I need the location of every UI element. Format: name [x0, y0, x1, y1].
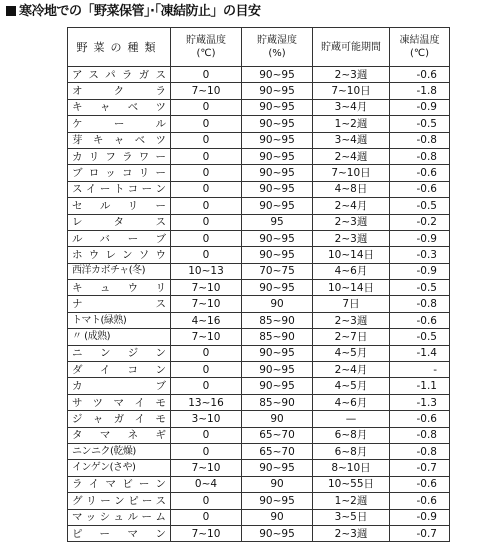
cell-storage-temp: 0	[171, 165, 242, 181]
table-row	[68, 198, 450, 214]
cell-storage-temp: 0	[171, 132, 242, 148]
cell-storage-temp: 0	[171, 509, 242, 525]
cell-freeze-temp: -	[390, 362, 450, 378]
cell-storage-temp: 7~10	[171, 280, 242, 296]
cell-storage-period: 1~2週	[313, 493, 390, 509]
cell-storage-humidity: 90~95	[242, 362, 313, 378]
table-row	[68, 312, 450, 328]
cell-vegetable-name: アスパラガス	[68, 67, 171, 83]
cell-storage-humidity: 90~95	[242, 460, 313, 476]
cell-storage-humidity: 90~95	[242, 181, 313, 197]
table-row	[68, 427, 450, 443]
cell-vegetable-name: ホウレンソウ	[68, 247, 171, 263]
table-row	[68, 247, 450, 263]
cell-storage-temp: 0	[171, 345, 242, 361]
cell-vegetable-name: グリーンピース	[68, 493, 171, 509]
cell-storage-period: 6~8月	[313, 443, 390, 459]
cell-freeze-temp: -0.6	[390, 312, 450, 328]
cell-vegetable-name: セルリー	[68, 198, 171, 214]
cell-freeze-temp: -0.6	[390, 181, 450, 197]
cell-storage-humidity: 90~95	[242, 148, 313, 164]
table-row	[68, 345, 450, 361]
table-row	[68, 296, 450, 312]
cell-storage-temp: 0	[171, 427, 242, 443]
cell-storage-temp: 13~16	[171, 394, 242, 410]
table-row	[68, 181, 450, 197]
cell-storage-period: 7~10日	[313, 83, 390, 99]
header-storage-humidity	[242, 28, 313, 67]
cell-storage-temp: 0	[171, 148, 242, 164]
cell-storage-temp: 10~13	[171, 263, 242, 279]
cell-vegetable-name: カリフラワー	[68, 148, 171, 164]
cell-storage-temp: 3~10	[171, 411, 242, 427]
cell-vegetable-name: ニンジン	[68, 345, 171, 361]
cell-storage-period: —	[313, 411, 390, 427]
cell-freeze-temp: -0.9	[390, 99, 450, 115]
table-row	[68, 378, 450, 394]
cell-storage-period: 10~14日	[313, 247, 390, 263]
table-row	[68, 525, 450, 541]
cell-storage-humidity: 90~95	[242, 198, 313, 214]
cell-freeze-temp: -1.1	[390, 378, 450, 394]
page-title-text: 寒冷地での「野菜保管」·「凍結防止」の目安	[19, 4, 261, 19]
cell-freeze-temp: -0.5	[390, 329, 450, 345]
cell-storage-period: 4~5月	[313, 378, 390, 394]
cell-storage-period: 4~5月	[313, 345, 390, 361]
cell-storage-period: 8~10日	[313, 460, 390, 476]
cell-storage-temp: 4~16	[171, 312, 242, 328]
cell-vegetable-name: 芽キャベツ	[68, 132, 171, 148]
header-storage-temp-label: 貯蔵温度	[186, 35, 226, 46]
cell-vegetable-name: カブ	[68, 378, 171, 394]
cell-vegetable-name: オクラ	[68, 83, 171, 99]
header-storage-humidity-unit: (%)	[268, 48, 286, 59]
cell-freeze-temp: -1.8	[390, 83, 450, 99]
cell-storage-humidity: 85~90	[242, 394, 313, 410]
cell-freeze-temp: -0.2	[390, 214, 450, 230]
cell-freeze-temp: -0.7	[390, 460, 450, 476]
cell-freeze-temp: -1.4	[390, 345, 450, 361]
cell-storage-temp: 0~4	[171, 476, 242, 492]
table-row	[68, 476, 450, 492]
table-row	[68, 132, 450, 148]
cell-storage-humidity: 90	[242, 296, 313, 312]
cell-storage-period: 6~8月	[313, 427, 390, 443]
cell-vegetable-name: ダイコン	[68, 362, 171, 378]
cell-vegetable-name: 〃 (成熟)	[68, 329, 171, 345]
table-body	[68, 67, 450, 542]
cell-storage-period: 2~4週	[313, 148, 390, 164]
cell-freeze-temp: -0.6	[390, 493, 450, 509]
cell-freeze-temp: -0.6	[390, 411, 450, 427]
table-row	[68, 493, 450, 509]
table-row	[68, 329, 450, 345]
cell-vegetable-name: ルバーブ	[68, 230, 171, 246]
header-storage-period	[313, 28, 390, 67]
cell-storage-humidity: 90	[242, 411, 313, 427]
cell-storage-temp: 0	[171, 443, 242, 459]
cell-vegetable-name: ブロッコリー	[68, 165, 171, 181]
cell-vegetable-name: ニンニク(乾燥)	[68, 443, 171, 459]
cell-storage-humidity: 90~95	[242, 247, 313, 263]
cell-storage-humidity: 85~90	[242, 329, 313, 345]
cell-storage-humidity: 90	[242, 476, 313, 492]
cell-vegetable-name: サツマイモ	[68, 394, 171, 410]
cell-storage-humidity: 90~95	[242, 493, 313, 509]
cell-freeze-temp: -0.5	[390, 198, 450, 214]
cell-storage-humidity: 90~95	[242, 280, 313, 296]
cell-storage-period: 7日	[313, 296, 390, 312]
cell-vegetable-name: タマネギ	[68, 427, 171, 443]
cell-storage-temp: 7~10	[171, 460, 242, 476]
cell-storage-humidity: 95	[242, 214, 313, 230]
cell-storage-humidity: 65~70	[242, 427, 313, 443]
table-row	[68, 509, 450, 525]
cell-storage-humidity: 90~95	[242, 99, 313, 115]
cell-vegetable-name: キャベツ	[68, 99, 171, 115]
table-row	[68, 362, 450, 378]
cell-storage-humidity: 90~95	[242, 378, 313, 394]
header-storage-period-label: 貯蔵可能期間	[321, 41, 381, 53]
cell-vegetable-name: キュウリ	[68, 280, 171, 296]
cell-freeze-temp: -0.6	[390, 476, 450, 492]
table-row	[68, 116, 450, 132]
cell-freeze-temp: -0.3	[390, 247, 450, 263]
cell-storage-period: 4~8日	[313, 181, 390, 197]
page-title	[6, 2, 260, 22]
cell-storage-humidity: 90~95	[242, 525, 313, 541]
cell-storage-humidity: 90~95	[242, 165, 313, 181]
cell-freeze-temp: -1.3	[390, 394, 450, 410]
cell-storage-period: 2~4月	[313, 198, 390, 214]
cell-storage-temp: 0	[171, 230, 242, 246]
cell-vegetable-name: ライマビーン	[68, 476, 171, 492]
cell-freeze-temp: -0.7	[390, 525, 450, 541]
cell-storage-period: 4~6月	[313, 263, 390, 279]
table-row	[68, 411, 450, 427]
cell-storage-period: 2~3週	[313, 525, 390, 541]
cell-storage-period: 3~4週	[313, 132, 390, 148]
table-row	[68, 67, 450, 83]
cell-freeze-temp: -0.9	[390, 230, 450, 246]
cell-freeze-temp: -0.9	[390, 263, 450, 279]
cell-storage-temp: 0	[171, 378, 242, 394]
cell-storage-humidity: 65~70	[242, 443, 313, 459]
cell-storage-period: 2~3週	[313, 214, 390, 230]
cell-storage-temp: 0	[171, 493, 242, 509]
header-storage-temp-unit: (℃)	[196, 48, 216, 59]
table-header-row	[68, 28, 450, 67]
cell-storage-humidity: 90~95	[242, 116, 313, 132]
cell-storage-temp: 0	[171, 198, 242, 214]
cell-storage-humidity: 70~75	[242, 263, 313, 279]
cell-vegetable-name: ケール	[68, 116, 171, 132]
table-row	[68, 148, 450, 164]
cell-storage-period: 10~55日	[313, 476, 390, 492]
cell-storage-temp: 0	[171, 214, 242, 230]
cell-freeze-temp: -0.8	[390, 427, 450, 443]
cell-storage-period: 2~3週	[313, 230, 390, 246]
table-row	[68, 460, 450, 476]
square-bullet-icon	[6, 6, 16, 16]
cell-vegetable-name: レタス	[68, 214, 171, 230]
cell-storage-temp: 0	[171, 116, 242, 132]
cell-freeze-temp: -0.5	[390, 116, 450, 132]
cell-storage-period: 2~7日	[313, 329, 390, 345]
cell-storage-humidity: 90~95	[242, 67, 313, 83]
table-row	[68, 83, 450, 99]
cell-storage-period: 1~2週	[313, 116, 390, 132]
table-row	[68, 214, 450, 230]
cell-storage-temp: 7~10	[171, 296, 242, 312]
cell-freeze-temp: -0.8	[390, 132, 450, 148]
cell-storage-temp: 7~10	[171, 83, 242, 99]
cell-storage-temp: 7~10	[171, 329, 242, 345]
cell-storage-temp: 0	[171, 67, 242, 83]
cell-freeze-temp: -0.8	[390, 296, 450, 312]
cell-vegetable-name: トマト(緑熟)	[68, 312, 171, 328]
cell-storage-humidity: 90~95	[242, 83, 313, 99]
cell-storage-temp: 0	[171, 181, 242, 197]
cell-vegetable-name: スイートコーン	[68, 181, 171, 197]
cell-storage-humidity: 90~95	[242, 132, 313, 148]
header-vegetable-type	[68, 28, 171, 67]
table-row	[68, 99, 450, 115]
cell-freeze-temp: -0.9	[390, 509, 450, 525]
vegetable-storage-table	[67, 27, 450, 542]
cell-storage-period: 2~3週	[313, 67, 390, 83]
cell-storage-temp: 0	[171, 247, 242, 263]
cell-storage-temp: 0	[171, 99, 242, 115]
cell-vegetable-name: ジャガイモ	[68, 411, 171, 427]
cell-storage-period: 2~3週	[313, 312, 390, 328]
header-freeze-temp-unit: (℃)	[409, 48, 430, 59]
cell-storage-period: 4~6月	[313, 394, 390, 410]
header-storage-humidity-label: 貯蔵湿度	[257, 35, 297, 46]
cell-freeze-temp: -0.5	[390, 280, 450, 296]
cell-vegetable-name: インゲン(さや)	[68, 460, 171, 476]
cell-storage-period: 3~4月	[313, 99, 390, 115]
header-freeze-temp-label: 凍結温度	[399, 35, 440, 46]
cell-vegetable-name: 西洋カボチャ(冬)	[68, 263, 171, 279]
cell-storage-temp: 7~10	[171, 525, 242, 541]
cell-storage-humidity: 90~95	[242, 230, 313, 246]
cell-freeze-temp: -0.8	[390, 443, 450, 459]
cell-vegetable-name: マッシュルーム	[68, 509, 171, 525]
cell-freeze-temp: -0.6	[390, 67, 450, 83]
cell-storage-humidity: 90~95	[242, 345, 313, 361]
table-row	[68, 263, 450, 279]
cell-freeze-temp: -0.6	[390, 165, 450, 181]
cell-storage-humidity: 85~90	[242, 312, 313, 328]
table-row	[68, 280, 450, 296]
table-row	[68, 443, 450, 459]
cell-storage-period: 10~14日	[313, 280, 390, 296]
cell-storage-period: 3~5日	[313, 509, 390, 525]
cell-storage-period: 7~10日	[313, 165, 390, 181]
cell-storage-temp: 0	[171, 362, 242, 378]
table-row	[68, 165, 450, 181]
cell-vegetable-name: ナス	[68, 296, 171, 312]
table-row	[68, 394, 450, 410]
header-storage-temp	[171, 28, 242, 67]
cell-freeze-temp: -0.8	[390, 148, 450, 164]
header-vegetable-type-label: 野菜の種類	[76, 40, 162, 54]
cell-vegetable-name: ピーマン	[68, 525, 171, 541]
header-freeze-temp	[390, 28, 450, 67]
cell-storage-humidity: 90	[242, 509, 313, 525]
cell-storage-period: 2~4月	[313, 362, 390, 378]
table-row	[68, 230, 450, 246]
